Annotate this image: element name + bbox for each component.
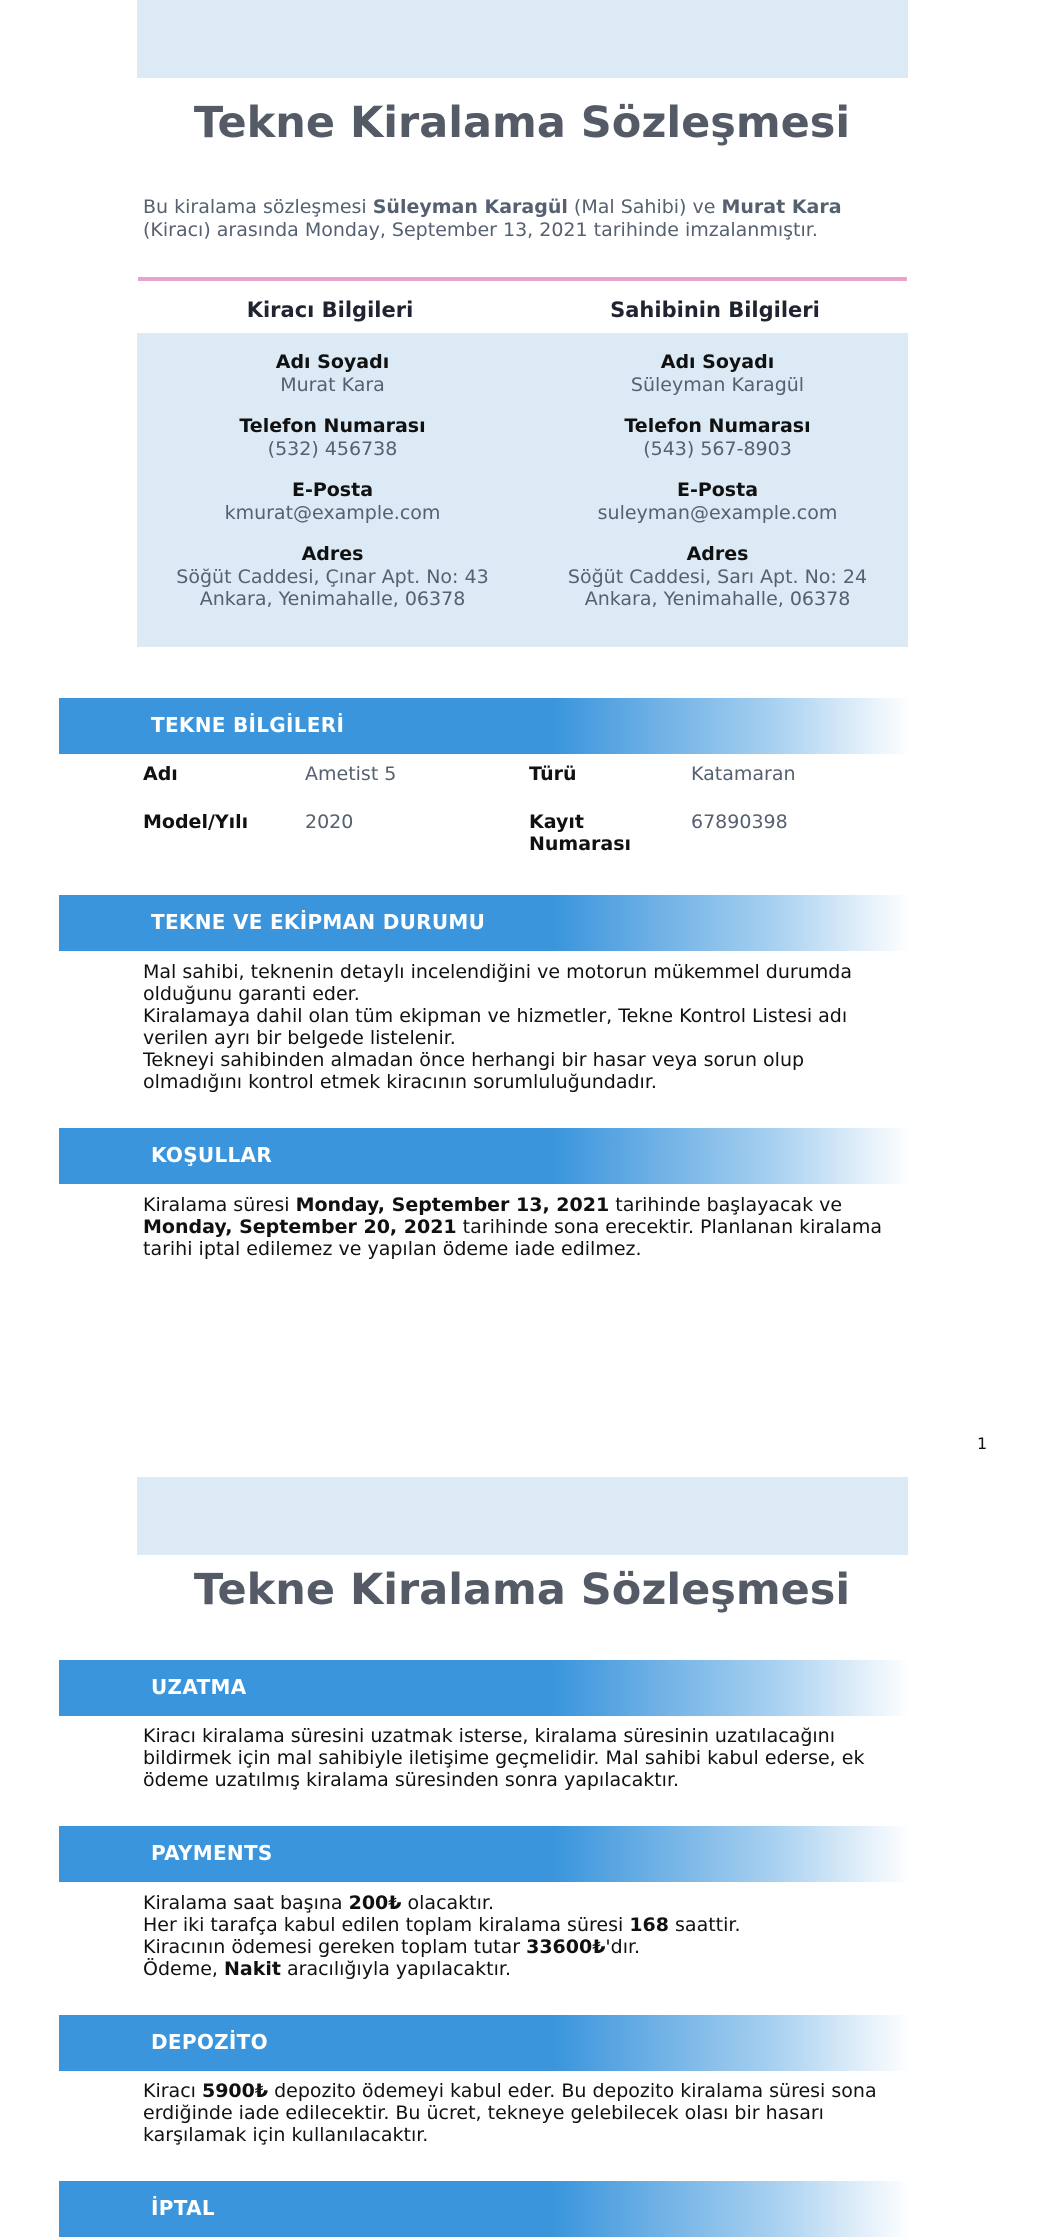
owner-email-value: suleyman@example.com [597, 502, 838, 524]
payments-text: Kiralama saat başına 200₺ olacaktır. Her iki tarafça kabul edilen toplam kiralama süresi 168 saattir. Kiracının ödemesi gereken toplam tutar 33600₺'dır. Ödeme, Nakit aracılığıyla yapılacaktır. [143, 1892, 741, 1980]
renter-address-line2: Ankara, Yenimahalle, 06378 [199, 588, 466, 610]
owner-info [525, 350, 910, 610]
section-title-terms: KOŞULLAR [151, 1143, 273, 1167]
boat-reg-value: 67890398 [691, 811, 788, 833]
boat-model-value: 2020 [305, 811, 354, 833]
section-title-extension: UZATMA [151, 1675, 247, 1699]
section-band-condition [59, 895, 910, 951]
renter-name-value: Murat Kara [280, 374, 385, 396]
owner-address-line2: Ankara, Yenimahalle, 06378 [584, 588, 851, 610]
page-number: 1 [977, 1434, 988, 1453]
terms-text: Kiralama süresi Monday, September 13, 2021 tarihinde başlayacak ve Monday, September 20, 2021 tarihinde sona erecektir. Planlanan kiralama tarihi iptal edilemez ve yapılan ödeme iade edilmez. [143, 1194, 882, 1260]
renter-heading: Kiracı Bilgileri [246, 298, 414, 322]
renter-address-line1: Söğüt Caddesi, Çınar Apt. No: 43 [176, 566, 489, 588]
section-band-boat [59, 698, 910, 754]
renter-email-label: E-Posta [291, 479, 374, 501]
boat-model-label: Model/Yılı [143, 811, 249, 833]
section-band-extension [59, 1660, 910, 1716]
owner-email-label: E-Posta [676, 479, 759, 501]
boat-reg-label: Kayıt Numarası [529, 811, 632, 855]
condition-text: Mal sahibi, teknenin detaylı incelendiğini ve motorun mükemmel durumda olduğunu garanti eder. Kiralamaya dahil olan tüm ekipman ve hizmetler, Tekne Kontrol Listesi adı verilen ayrı bir belgede listelenir. Tekneyi sahibinden almadan önce herhangi bir hasar veya sorun olup olmadığını kontrol etmek kiracının sorumluluğundadır. [143, 961, 852, 1093]
owner-phone-label: Telefon Numarası [624, 415, 811, 437]
section-title-deposit: DEPOZİTO [151, 2030, 268, 2054]
section-title-payments: PAYMENTS [151, 1841, 273, 1865]
section-title-cancellation: İPTAL [151, 2196, 215, 2220]
section-band-deposit [59, 2015, 910, 2071]
renter-info [140, 350, 525, 610]
boat-name-label: Adı [143, 763, 178, 785]
section-band-payments [59, 1826, 910, 1882]
owner-heading: Sahibinin Bilgileri [610, 298, 820, 322]
renter-name-label: Adı Soyadı [275, 351, 390, 373]
section-band-cancellation [59, 2181, 910, 2237]
boat-name-value: Ametist 5 [305, 763, 397, 785]
header-band-page2 [137, 1477, 908, 1555]
owner-name: Süleyman Karagül [372, 196, 568, 218]
divider [138, 277, 907, 281]
deposit-text: Kiracı 5900₺ depozito ödemeyi kabul eder. Bu depozito kiralama süresi sona erdiğinde iade edilecektir. Bu ücret, tekneye gelebilecek olası bir hasarı karşılamak için kullanılacaktır. [143, 2080, 877, 2146]
page-title: Tekne Kiralama Sözleşmesi [193, 98, 851, 148]
intro-paragraph: Bu kiralama sözleşmesi Süleyman Karagül (Mal Sahibi) ve Murat Kara (Kiracı) arasında Monday, September 13, 2021 tarihinde imzalanmıştır. [143, 196, 842, 241]
boat-type-label: Türü [529, 763, 577, 785]
owner-phone-value: (543) 567-8903 [643, 438, 792, 460]
owner-address-label: Adres [686, 543, 749, 565]
renter-phone-value: (532) 456738 [267, 438, 398, 460]
header-band [137, 0, 908, 78]
renter-phone-label: Telefon Numarası [239, 415, 426, 437]
owner-name-value: Süleyman Karagül [630, 374, 805, 396]
section-band-terms [59, 1128, 910, 1184]
renter-address-label: Adres [301, 543, 364, 565]
section-title-boat: TEKNE BİLGİLERİ [151, 713, 345, 737]
owner-address-line1: Söğüt Caddesi, Sarı Apt. No: 24 [567, 566, 868, 588]
extension-text: Kiracı kiralama süresini uzatmak isterse, kiralama süresinin uzatılacağını bildirmek için mal sahibiyle iletişime geçmelidir. Mal sahibi kabul ederse, ek ödeme uzatılmış kiralama süresinden sonra yapılacaktır. [143, 1725, 865, 1791]
section-title-condition: TEKNE VE EKİPMAN DURUMU [151, 910, 486, 934]
renter-name: Murat Kara [721, 196, 842, 218]
owner-name-label: Adı Soyadı [660, 351, 775, 373]
boat-type-value: Katamaran [691, 763, 796, 785]
renter-email-value: kmurat@example.com [224, 502, 441, 524]
page-title-page2: Tekne Kiralama Sözleşmesi [193, 1565, 851, 1615]
